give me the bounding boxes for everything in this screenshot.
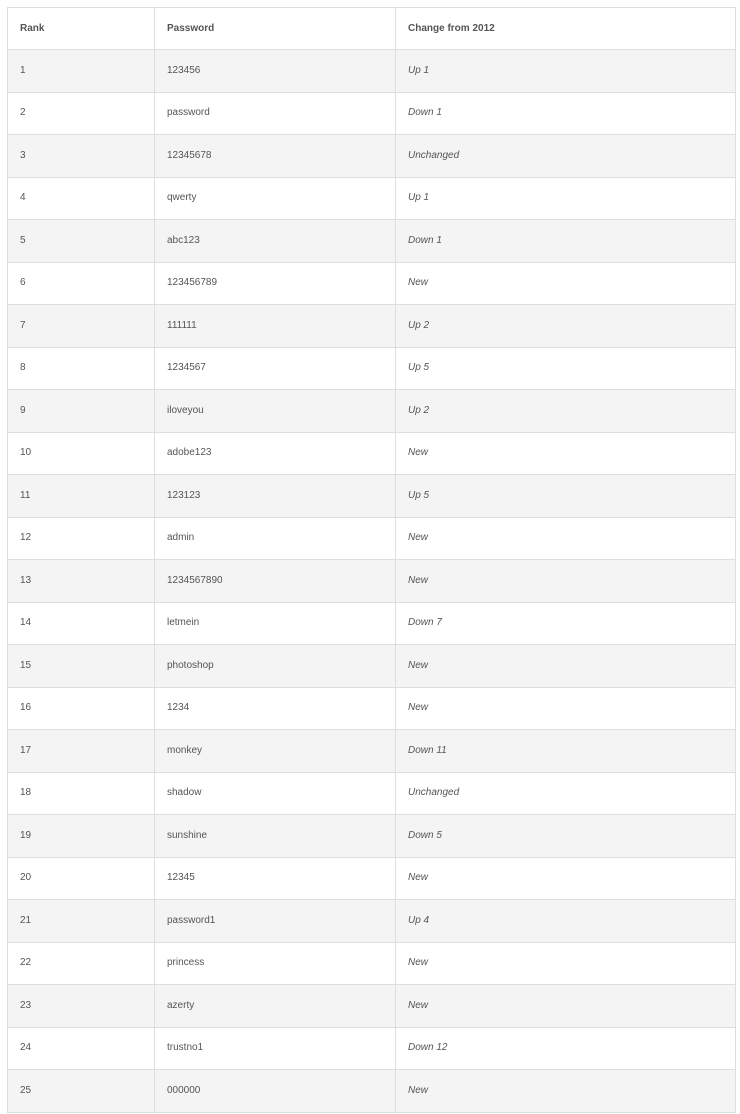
change-cell: Down 1 [396,220,736,263]
rank-cell: 17 [8,730,155,773]
rank-cell: 20 [8,857,155,900]
rank-cell: 13 [8,560,155,603]
table-row [8,1027,736,1070]
rank-cell: 15 [8,645,155,688]
table-row [8,92,736,135]
header-password: Password [155,8,396,50]
rank-cell: 5 [8,220,155,263]
rank-cell: 18 [8,772,155,815]
rank-cell: 12 [8,517,155,560]
rank-cell: 6 [8,262,155,305]
password-cell: adobe123 [155,432,396,475]
password-cell: letmein [155,602,396,645]
rank-cell: 11 [8,475,155,518]
password-cell: azerty [155,985,396,1028]
table-row [8,177,736,220]
table-row [8,730,736,773]
change-cell: New [396,942,736,985]
table-row [8,985,736,1028]
change-cell: Down 12 [396,1027,736,1070]
change-cell: Down 11 [396,730,736,773]
password-cell: 123456 [155,50,396,93]
table-row [8,305,736,348]
rank-cell: 22 [8,942,155,985]
password-cell: princess [155,942,396,985]
change-cell: New [396,560,736,603]
rank-cell: 10 [8,432,155,475]
password-cell: 123456789 [155,262,396,305]
table-row [8,645,736,688]
change-cell: Up 1 [396,50,736,93]
rank-cell: 2 [8,92,155,135]
rank-cell: 24 [8,1027,155,1070]
password-cell: password1 [155,900,396,943]
rank-cell: 14 [8,602,155,645]
header-change: Change from 2012 [396,8,736,50]
table-row [8,347,736,390]
change-cell: Down 5 [396,815,736,858]
password-table-container [7,7,735,1113]
change-cell: New [396,985,736,1028]
password-cell: password [155,92,396,135]
table-row [8,772,736,815]
rank-cell: 4 [8,177,155,220]
password-ranking-table [7,7,736,1113]
change-cell: Up 2 [396,305,736,348]
password-cell: abc123 [155,220,396,263]
password-cell: monkey [155,730,396,773]
header-row [8,8,736,50]
change-cell: New [396,262,736,305]
password-cell: qwerty [155,177,396,220]
table-row [8,560,736,603]
change-cell: New [396,645,736,688]
change-cell: New [396,687,736,730]
change-cell: Up 1 [396,177,736,220]
password-cell: 111111 [155,305,396,348]
password-cell: shadow [155,772,396,815]
rank-cell: 9 [8,390,155,433]
change-cell: Down 7 [396,602,736,645]
password-cell: 1234567 [155,347,396,390]
password-cell: trustno1 [155,1027,396,1070]
change-cell: New [396,857,736,900]
change-cell: Up 5 [396,347,736,390]
table-row [8,602,736,645]
password-cell: 12345678 [155,135,396,178]
rank-cell: 3 [8,135,155,178]
password-cell: iloveyou [155,390,396,433]
rank-cell: 25 [8,1070,155,1113]
password-cell: 123123 [155,475,396,518]
change-cell: Unchanged [396,135,736,178]
change-cell: New [396,432,736,475]
password-cell: 000000 [155,1070,396,1113]
table-row [8,942,736,985]
table-row [8,262,736,305]
rank-cell: 21 [8,900,155,943]
rank-cell: 19 [8,815,155,858]
change-cell: Unchanged [396,772,736,815]
change-cell: Up 4 [396,900,736,943]
table-row [8,135,736,178]
table-row [8,50,736,93]
password-cell: sunshine [155,815,396,858]
rank-cell: 23 [8,985,155,1028]
table-header [8,8,736,50]
table-row [8,1070,736,1113]
rank-cell: 1 [8,50,155,93]
table-row [8,432,736,475]
password-cell: admin [155,517,396,560]
table-row [8,900,736,943]
header-rank: Rank [8,8,155,50]
table-row [8,857,736,900]
rank-cell: 16 [8,687,155,730]
change-cell: Up 5 [396,475,736,518]
table-row [8,220,736,263]
table-row [8,390,736,433]
table-row [8,517,736,560]
table-row [8,475,736,518]
password-cell: 1234567890 [155,560,396,603]
change-cell: New [396,517,736,560]
password-cell: photoshop [155,645,396,688]
rank-cell: 8 [8,347,155,390]
table-row [8,687,736,730]
rank-cell: 7 [8,305,155,348]
change-cell: Up 2 [396,390,736,433]
change-cell: Down 1 [396,92,736,135]
table-row [8,815,736,858]
change-cell: New [396,1070,736,1113]
password-cell: 12345 [155,857,396,900]
table-body [8,50,736,1113]
password-cell: 1234 [155,687,396,730]
